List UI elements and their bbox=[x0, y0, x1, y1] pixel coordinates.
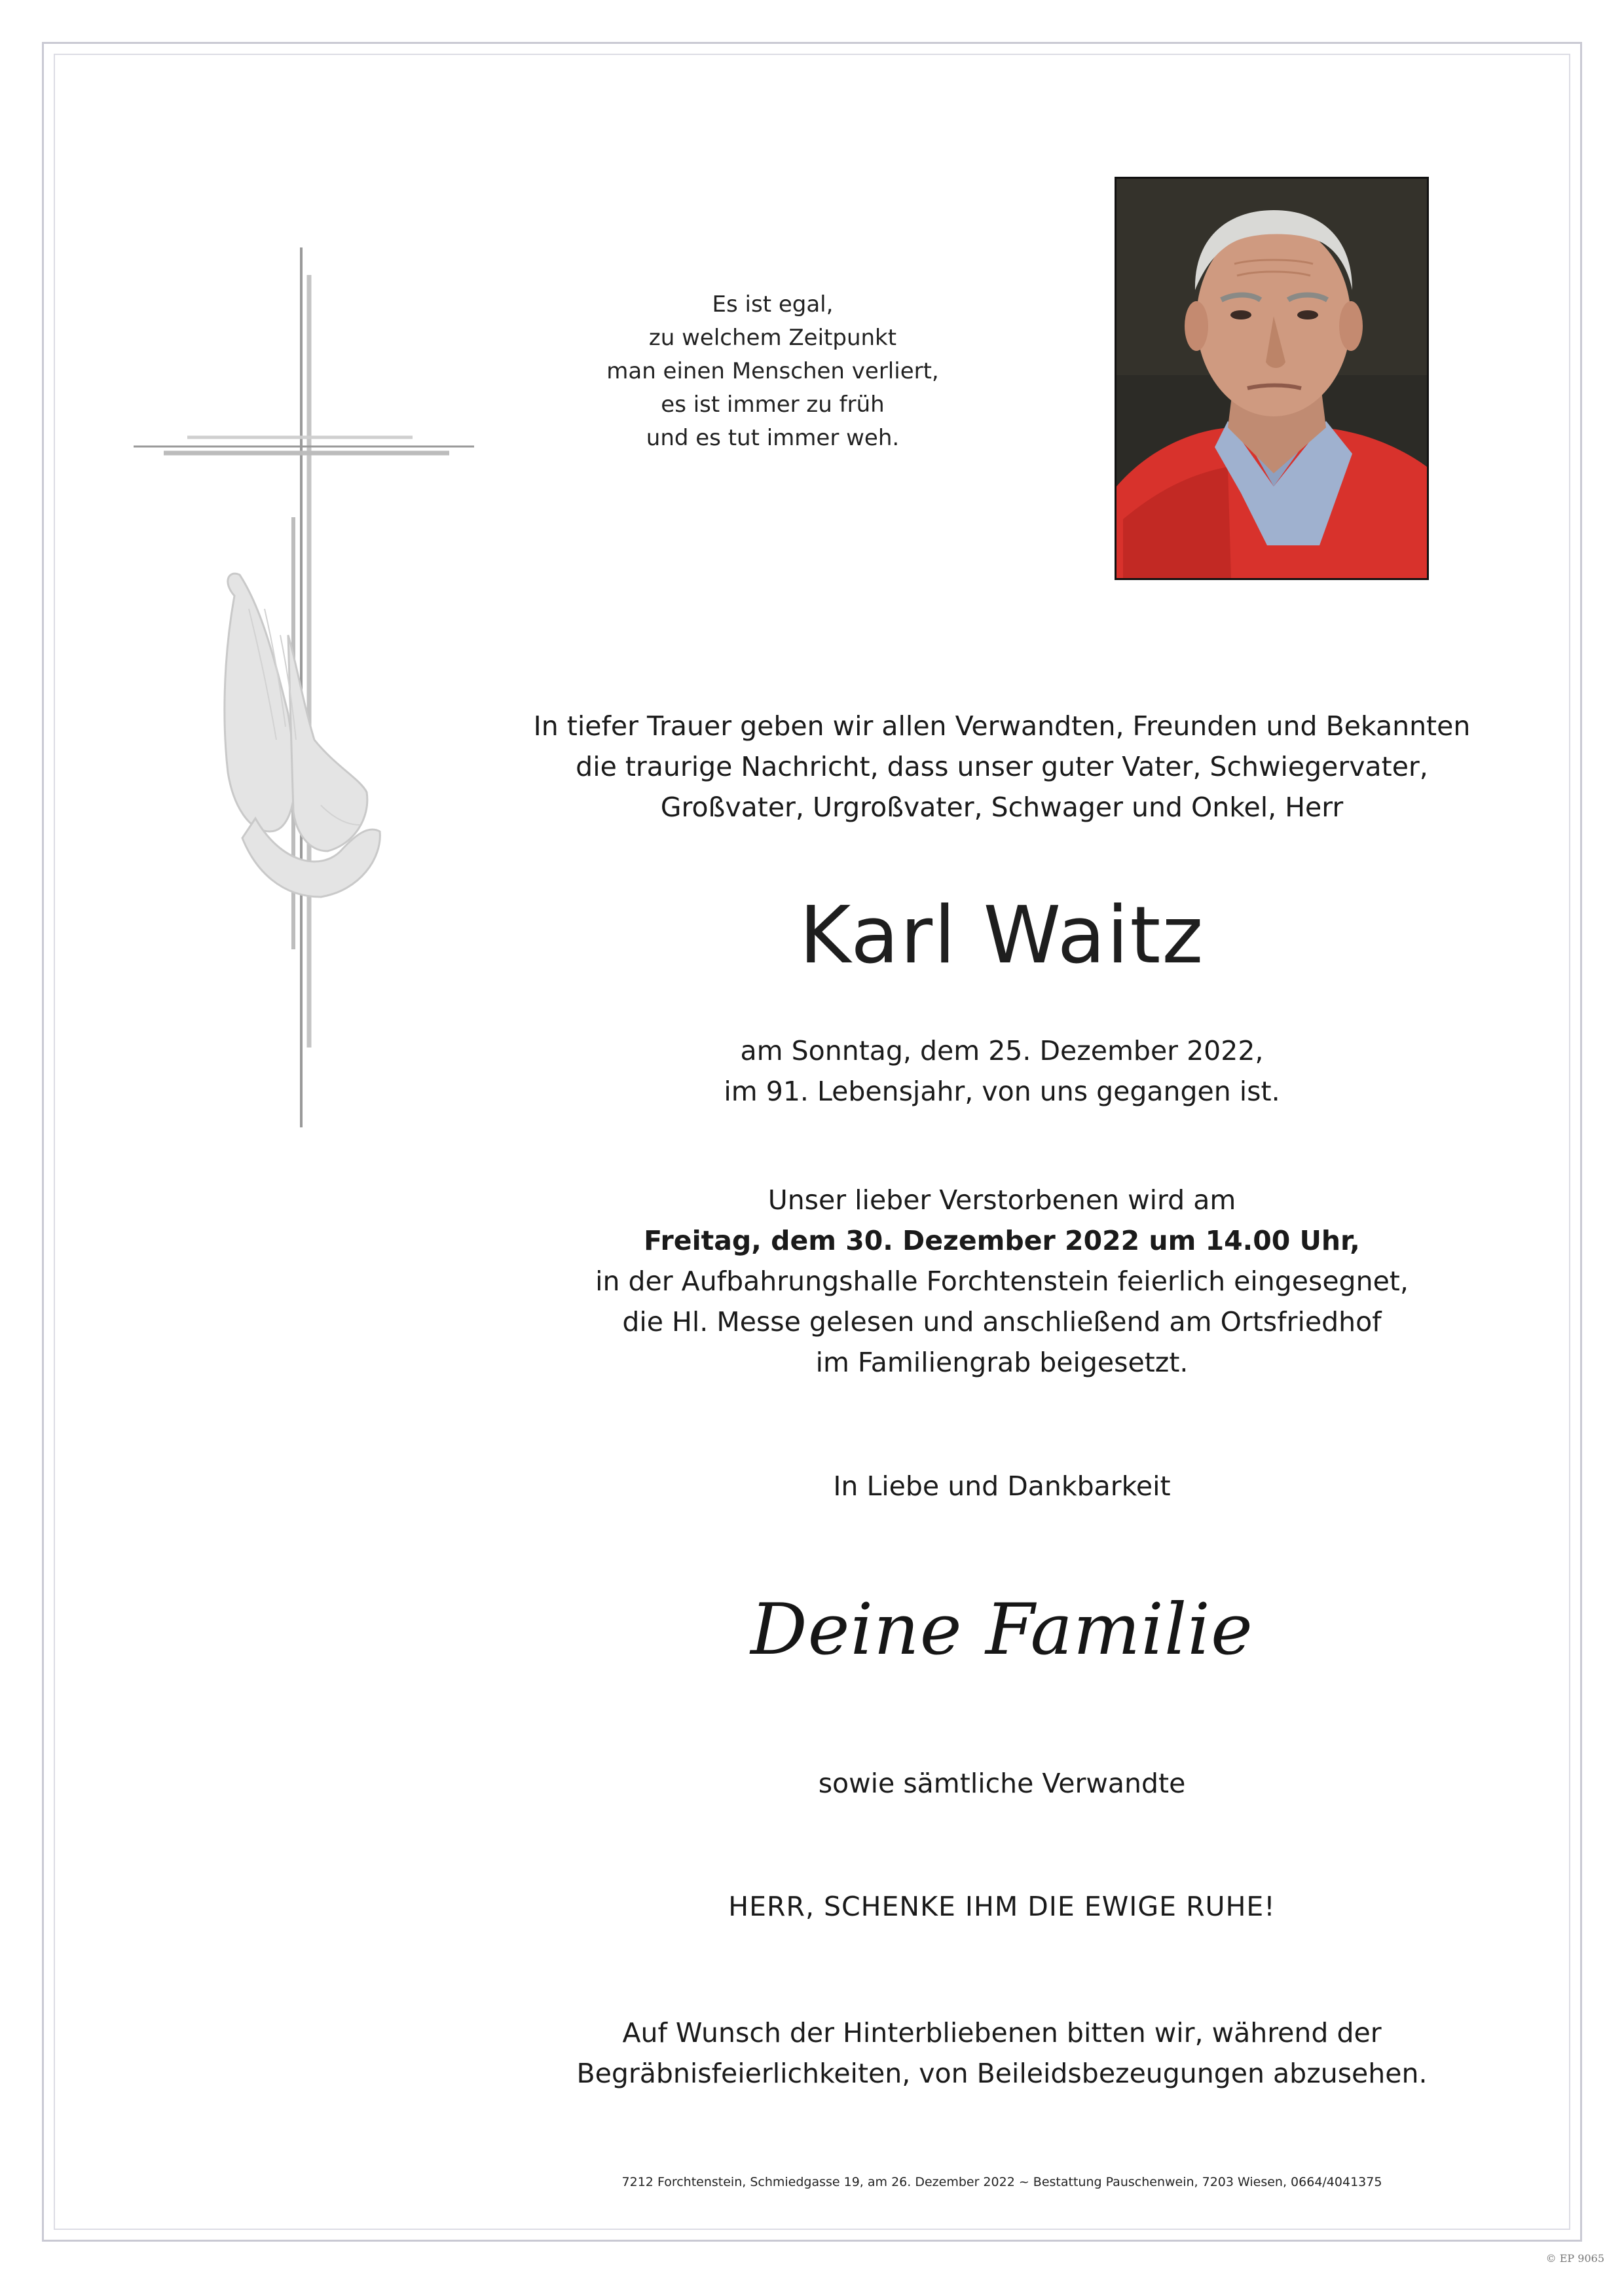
intro-line: Großvater, Urgroßvater, Schwager und Onkel, Herr bbox=[660, 792, 1344, 823]
closing-line: Begräbnisfeierlichkeiten, von Beileidsbezeugungen abzusehen. bbox=[576, 2058, 1428, 2089]
quote-line: man einen Menschen verliert, bbox=[606, 358, 939, 384]
memorial-quote bbox=[576, 288, 969, 455]
portrait-photo bbox=[1115, 177, 1429, 580]
intro-line: In tiefer Trauer geben wir allen Verwandten, Freunden und Bekannten bbox=[533, 710, 1471, 742]
ceremony-line: Unser lieber Verstorbenen wird am bbox=[767, 1184, 1236, 1216]
prayer-text: HERR, SCHENKE IHM DIE EWIGE RUHE! bbox=[728, 1891, 1276, 1922]
quote-line: und es tut immer weh. bbox=[646, 425, 900, 451]
footer-address: 7212 Forchtenstein, Schmiedgasse 19, am 26. Dezember 2022 ~ Bestattung Pauschenwein, 7203 Wiesen, 0664/4041375 bbox=[621, 2175, 1382, 2189]
gratitude-text: In Liebe und Dankbarkeit bbox=[833, 1470, 1171, 1502]
ceremony-line: in der Aufbahrungshalle Forchtenstein feierlich eingesegnet, bbox=[595, 1266, 1409, 1297]
closing-line: Auf Wunsch der Hinterbliebenen bitten wir, während der bbox=[622, 2017, 1382, 2049]
print-code: © EP 9065 bbox=[1545, 2252, 1604, 2265]
relatives-text: sowie sämtliche Verwandte bbox=[818, 1768, 1186, 1799]
quote-line: zu welchem Zeitpunkt bbox=[648, 325, 897, 351]
death-date-text bbox=[589, 1030, 1414, 1112]
family-signature: Deine Familie bbox=[750, 1589, 1253, 1671]
date-line: im 91. Lebensjahr, von uns gegangen ist. bbox=[724, 1076, 1280, 1107]
deceased-name: Karl Waitz bbox=[799, 890, 1205, 981]
condolence-request bbox=[498, 2013, 1506, 2094]
quote-line: es ist immer zu früh bbox=[661, 392, 885, 418]
quote-line: Es ist egal, bbox=[712, 291, 834, 318]
date-line: am Sonntag, dem 25. Dezember 2022, bbox=[740, 1035, 1264, 1066]
cross-with-praying-hands-icon bbox=[124, 242, 491, 1133]
ceremony-line: die Hl. Messe gelesen und anschließend am Ortsfriedhof bbox=[622, 1306, 1382, 1338]
ceremony-date-time: Freitag, dem 30. Dezember 2022 um 14.00 Uhr, bbox=[644, 1225, 1360, 1256]
intro-line: die traurige Nachricht, dass unser guter Vater, Schwiegervater, bbox=[576, 751, 1428, 782]
announcement-intro bbox=[458, 706, 1545, 828]
ceremony-line: im Familiengrab beigesetzt. bbox=[815, 1347, 1189, 1378]
funeral-details bbox=[498, 1180, 1506, 1383]
